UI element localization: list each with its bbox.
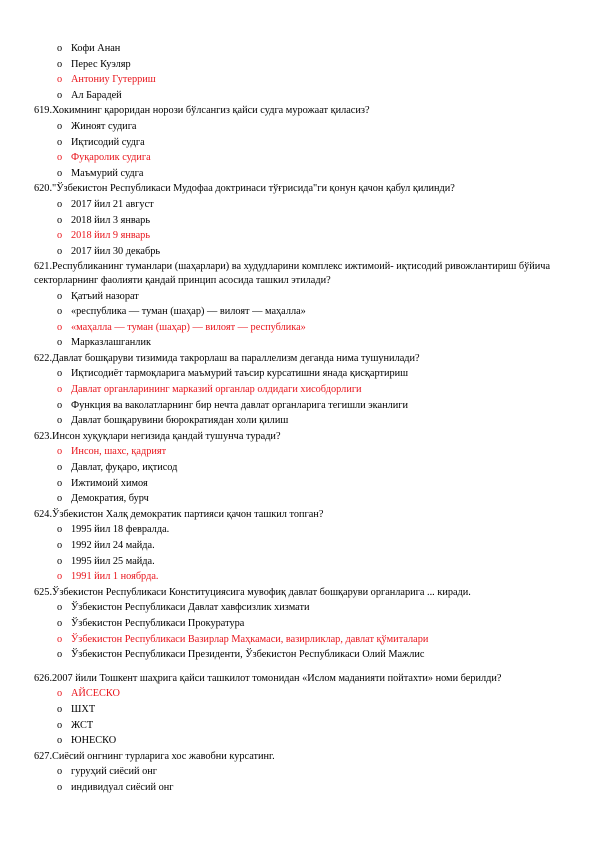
option-text: АЙСЕСКО — [71, 688, 120, 700]
bullet-icon: o — [57, 493, 63, 505]
option-text: Антониу Гутерриш — [71, 74, 156, 86]
bullet-icon: o — [57, 719, 63, 731]
answer-option — [34, 647, 554, 663]
option-text: 1991 йил 1 ноябрда. — [71, 571, 159, 583]
bullet-icon: o — [57, 74, 63, 86]
answer-option — [34, 366, 554, 382]
bullet-icon: o — [57, 524, 63, 536]
option-text: Қатъий назорат — [71, 290, 139, 302]
answer-option — [34, 554, 554, 570]
bullet-icon: o — [57, 649, 63, 661]
option-text: ЮНЕСКО — [71, 735, 117, 747]
bullet-icon: o — [57, 167, 63, 179]
answer-option — [34, 119, 554, 135]
question-text: Ўзбекистон Халқ демократик партияси қачон ташкил топган? — [52, 508, 324, 520]
bullet-icon: o — [57, 688, 63, 700]
option-text: Давлат, фуқаро, иқтисод — [71, 462, 178, 474]
answer-option — [34, 197, 554, 213]
bullet-icon: o — [57, 399, 63, 411]
answer-option — [34, 57, 554, 73]
option-text: Демократия, бурч — [71, 493, 149, 505]
option-text: ШХТ — [71, 703, 96, 715]
option-text: 1995 йил 25 майда. — [71, 555, 155, 567]
bullet-icon: o — [57, 136, 63, 148]
question — [34, 671, 554, 687]
question-number: 625. — [34, 586, 53, 598]
question — [34, 351, 554, 367]
answer-option — [34, 718, 554, 734]
question-text: 2007 йили Тошкент шаҳрига қайси ташкилот томонидан «Ислом маданияти пойтахти» номи берилди? — [52, 672, 502, 684]
question — [34, 585, 554, 601]
bullet-icon: o — [57, 120, 63, 132]
question-number: 624. — [34, 508, 53, 520]
answer-option — [34, 304, 554, 320]
answer-option-correct — [34, 228, 554, 244]
answer-option — [34, 335, 554, 351]
option-text: Давлат бошқарувини бюрократиядан холи қилиш — [71, 415, 289, 427]
bullet-icon: o — [57, 152, 63, 164]
option-text: ЖСТ — [71, 719, 94, 731]
bullet-icon: o — [57, 571, 63, 583]
bullet-icon: o — [57, 446, 63, 458]
option-text: 1995 йил 18 февралда. — [71, 524, 170, 536]
option-text: Давлат органларининг марказий органлар олдидаги хисобдорлиги — [71, 384, 362, 396]
question — [34, 507, 554, 523]
question-text: Сиёсий онгнинг турларига хос жавобни курсатинг. — [52, 750, 275, 762]
option-text: «маҳалла — туман (шаҳар) — вилоят — республика» — [71, 321, 306, 333]
answer-option-correct — [34, 686, 554, 702]
answer-option — [34, 780, 554, 796]
bullet-icon: o — [57, 306, 63, 318]
bullet-icon: o — [57, 415, 63, 427]
option-text: «республика — туман (шаҳар) — вилоят — маҳалла» — [71, 306, 306, 318]
question-text: Республиканинг туманлари (шаҳарлари) ва худудларини комплекс ижтимоий- иқтисодий ривожлантириш бўйича секторларнинг фаолияти қандай принцип асосида ташкил этилади? — [34, 261, 551, 286]
bullet-icon: o — [57, 781, 63, 793]
answer-option — [34, 460, 554, 476]
option-text: 2017 йил 30 декабрь — [71, 245, 161, 257]
option-text: гуруҳий сиёсий онг — [71, 766, 157, 778]
option-text: 2018 йил 3 январь — [71, 214, 151, 226]
question-text: Давлат бошқаруви тизимида такрорлаш ва параллелизм деганда нима тушунилади? — [52, 352, 420, 364]
answer-option-correct — [34, 569, 554, 585]
option-text: Перес Куэляр — [71, 58, 131, 70]
option-text: Ўзбекистон Республикаси Давлат хавфсизлик хизмати — [71, 602, 310, 614]
option-text: Ўзбекистон Республикаси Прокуратура — [71, 617, 245, 629]
question — [34, 103, 554, 119]
answer-option-correct — [34, 444, 554, 460]
answer-option — [34, 522, 554, 538]
bullet-icon: o — [57, 703, 63, 715]
bullet-icon: o — [57, 245, 63, 257]
answer-option — [34, 41, 554, 57]
question-number: 626. — [34, 672, 53, 684]
answer-option — [34, 289, 554, 305]
bullet-icon: o — [57, 321, 63, 333]
option-text: 1992 йил 24 майда. — [71, 540, 155, 551]
bullet-icon: o — [57, 368, 63, 380]
question — [34, 259, 554, 288]
answer-option — [34, 88, 554, 104]
answer-option-correct — [34, 382, 554, 398]
bullet-icon: o — [57, 477, 63, 489]
answer-option — [34, 702, 554, 718]
answer-option — [34, 244, 554, 260]
bullet-icon: o — [57, 89, 63, 101]
bullet-icon: o — [57, 602, 63, 614]
bullet-icon: o — [57, 384, 63, 396]
section-gap — [34, 663, 554, 671]
question-text: "Ўзбекистон Республикаси Мудофаа доктринаси тўғрисида"ги қонун қачон қабул қилинди? — [52, 183, 455, 195]
bullet-icon: o — [57, 555, 63, 567]
answer-option-correct — [34, 320, 554, 336]
bullet-icon: o — [57, 230, 63, 242]
option-text: индивидуал сиёсий онг — [71, 781, 174, 793]
bullet-icon: o — [57, 198, 63, 210]
bullet-icon: o — [57, 337, 63, 349]
bullet-icon: o — [57, 58, 63, 70]
bullet-icon: o — [57, 43, 63, 54]
answer-option — [34, 733, 554, 749]
question-number: 623. — [34, 430, 53, 442]
question-number: 622. — [34, 352, 53, 364]
question-text: Ўзбекистон Республикаси Конституциясига мувофиқ давлат бошқаруви органларига ... киради. — [52, 586, 471, 598]
answer-option — [34, 398, 554, 414]
answer-option-correct — [34, 72, 554, 88]
answer-option — [34, 538, 554, 554]
answer-option — [34, 413, 554, 429]
answer-option-correct — [34, 150, 554, 166]
bullet-icon: o — [57, 540, 63, 551]
option-text: Ал Барадей — [71, 89, 122, 101]
option-text: Иқтисодий судга — [71, 136, 145, 148]
bullet-icon: o — [57, 290, 63, 302]
question-number: 621. — [34, 261, 53, 273]
answer-option — [34, 600, 554, 616]
option-text: Иқтисодиёт тармоқларига маъмурий таъсир курсатишни янада қисқартириш — [71, 368, 409, 380]
option-text: 2017 йил 21 август — [71, 198, 154, 210]
option-text: Жиноят судига — [71, 120, 137, 132]
option-text: Функция ва ваколатларнинг бир нечта давлат органларига тегишли эканлиги — [71, 399, 408, 411]
option-text: Ижтимоий химоя — [71, 477, 148, 489]
question — [34, 181, 554, 197]
question-number: 619. — [34, 105, 53, 117]
bullet-icon: o — [57, 766, 63, 778]
bullet-icon: o — [57, 462, 63, 474]
option-text: Ўзбекистон Республикаси Вазирлар Маҳкамаси, вазирликлар, давлат қўмиталари — [71, 633, 429, 645]
bullet-icon: o — [57, 633, 63, 645]
question-text: Хокимнинг қароридан норози бўлсангиз қайси судга мурожаат қиласиз? — [52, 105, 370, 117]
bullet-icon: o — [57, 617, 63, 629]
question — [34, 749, 554, 765]
option-text: 2018 йил 9 январь — [71, 230, 151, 242]
option-text: Фуқаролик судига — [71, 152, 151, 164]
answer-option-correct — [34, 632, 554, 648]
bullet-icon: o — [57, 214, 63, 226]
option-text: Инсон, шахс, қадрият — [71, 446, 167, 458]
answer-option — [34, 764, 554, 780]
question-list — [34, 41, 554, 796]
option-text: Маъмурий судга — [71, 167, 144, 179]
answer-option — [34, 616, 554, 632]
option-text: Марказлашганлик — [71, 337, 151, 349]
question-number: 627. — [34, 750, 53, 762]
answer-option — [34, 213, 554, 229]
answer-option — [34, 476, 554, 492]
answer-option — [34, 166, 554, 182]
bullet-icon: o — [57, 735, 63, 747]
option-text: Кофи Анан — [71, 43, 121, 54]
answer-option — [34, 135, 554, 151]
question — [34, 429, 554, 445]
question-text: Инсон хуқуқлари негизида қандай тушунча туради? — [52, 430, 281, 442]
option-text: Ўзбекистон Республикаси Президенти, Ўзбекистон Республикаси Олий Мажлис — [71, 649, 425, 661]
answer-option — [34, 491, 554, 507]
question-number: 620. — [34, 183, 53, 195]
